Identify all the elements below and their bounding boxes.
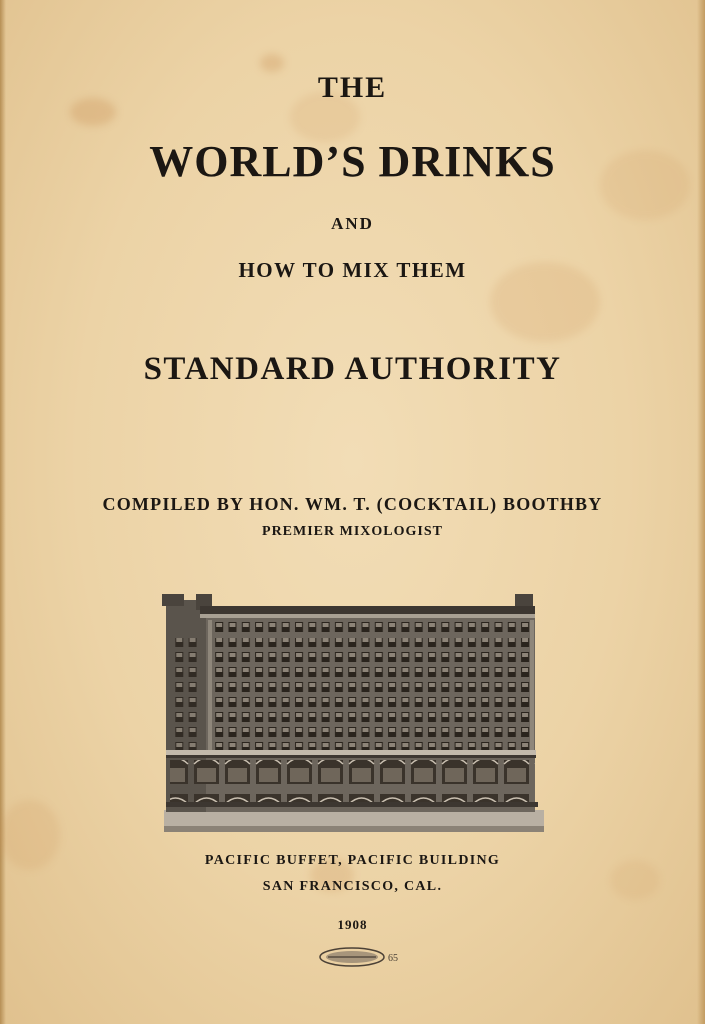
location-line-2: SAN FRANCISCO, CAL. bbox=[262, 879, 443, 894]
printer-seal bbox=[318, 944, 408, 970]
title-and: AND bbox=[331, 214, 374, 233]
location-line-1: PACIFIC BUFFET, PACIFIC BUILDING bbox=[204, 853, 501, 868]
stain bbox=[260, 54, 284, 72]
title-the: THE bbox=[317, 71, 388, 104]
printer-mark-number: 65 bbox=[388, 953, 398, 964]
compiled-by-line: COMPILED BY HON. WM. T. (COCKTAIL) BOOTHBY bbox=[102, 494, 603, 514]
main-title: WORLD’S DRINKS bbox=[149, 137, 556, 186]
building-engraving bbox=[160, 590, 545, 835]
publication-year: 1908 bbox=[337, 917, 368, 932]
subtitle: HOW TO MIX THEM bbox=[238, 258, 467, 282]
authority-heading: STANDARD AUTHORITY bbox=[143, 351, 562, 387]
author-title: PREMIER MIXOLOGIST bbox=[262, 524, 443, 539]
